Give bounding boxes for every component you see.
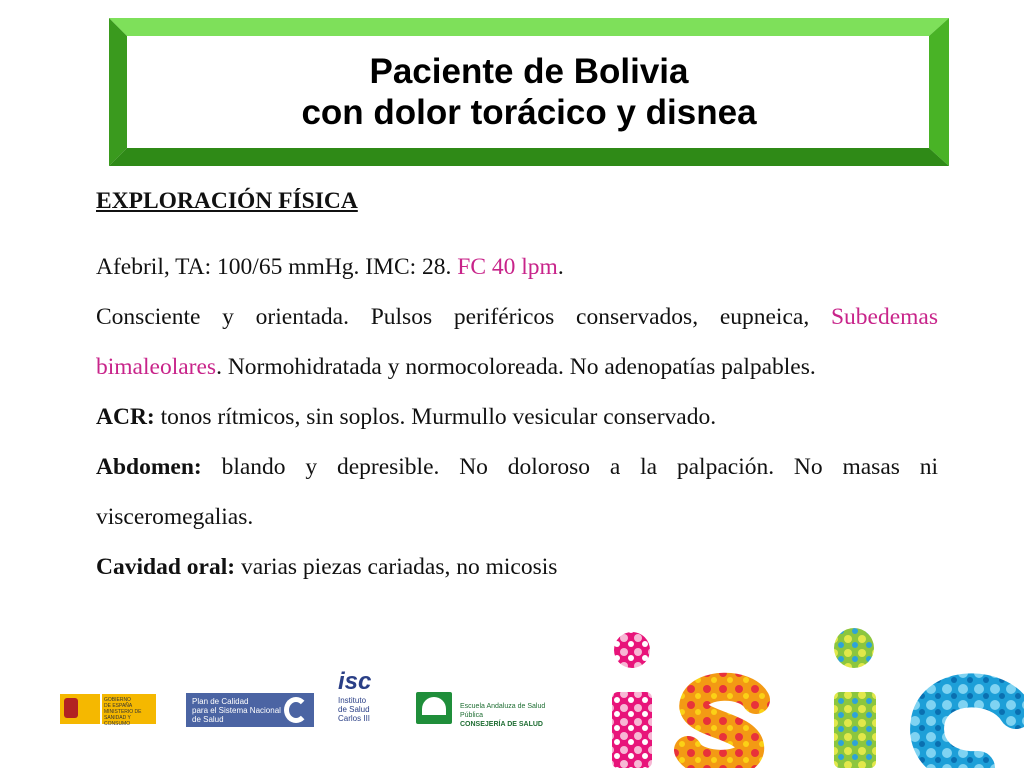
acr-line <box>96 392 938 442</box>
dot-i2 <box>834 628 874 668</box>
isciii-dots-artwork <box>606 620 1024 768</box>
stem-i1 <box>612 692 652 768</box>
coat-of-arms-icon <box>64 698 78 718</box>
plan-c-icon <box>284 697 308 723</box>
junta-andalucia-logo <box>416 690 562 728</box>
gobierno-espana-logo <box>60 692 158 726</box>
plan-line-2: para el Sistema Nacional <box>192 706 281 715</box>
oral-label: Cavidad oral: <box>96 554 236 580</box>
title-line-2: con dolor torácico y disnea <box>301 92 757 132</box>
instituto-salud-carlos-iii-logo <box>338 668 388 760</box>
abdomen-text: blando y depresible. No doloroso a la palpación. No masas ni visceromegalias. <box>96 454 938 530</box>
letter-s <box>688 687 756 764</box>
title-line-1: Paciente de Bolivia <box>369 51 689 91</box>
isc-line-1: Instituto <box>338 696 367 705</box>
edema-highlight: Subedemas bimaleolares <box>96 304 938 380</box>
abdomen-label: Abdomen: <box>96 454 202 480</box>
general-exam-text: Consciente y orientada. Pulsos periféricos conservados, eupneica, <box>96 304 831 330</box>
isc-line-3: Carlos III <box>338 714 371 723</box>
isc-mark-icon: isc <box>338 668 372 695</box>
acr-label: ACR: <box>96 404 155 430</box>
andalucia-logo-text <box>460 702 562 729</box>
oral-line <box>96 542 938 592</box>
letter-c <box>927 690 1016 768</box>
title-banner <box>109 18 949 166</box>
abdomen-paragraph <box>96 442 938 542</box>
gobierno-text-3: MINISTERIO DE SANIDAD Y CONSUMO <box>104 709 142 727</box>
exploration-section <box>96 180 938 592</box>
dot-i1 <box>614 632 650 668</box>
gobierno-logo-text <box>102 694 156 727</box>
plan-line-1: Plan de Calidad <box>192 697 249 706</box>
general-exam-end: . Normohidratada y normocoloreada. No adenopatías palpables. <box>216 354 816 380</box>
oral-text: varias piezas cariadas, no micosis <box>235 554 558 580</box>
plan-calidad-logo <box>186 693 314 727</box>
heart-rate-highlight: FC 40 lpm <box>457 254 558 280</box>
junta-seal-icon <box>416 692 452 724</box>
gobierno-text-2: DE ESPAÑA <box>104 703 133 709</box>
vitals-text: Afebril, TA: 100/65 mmHg. IMC: 28. <box>96 254 458 280</box>
andalucia-line-2: CONSEJERÍA DE SALUD <box>460 721 543 728</box>
acr-text: tonos rítmicos, sin soplos. Murmullo vesicular conservado. <box>154 404 717 430</box>
andalucia-line-1: Escuela Andaluza de Salud Pública <box>460 703 546 719</box>
general-exam-paragraph <box>96 292 938 392</box>
plan-line-3: de Salud <box>192 715 224 724</box>
vitals-end: . <box>557 254 564 280</box>
isc-line-2: de Salud <box>338 705 370 714</box>
vitals-line <box>96 242 938 292</box>
section-heading: EXPLORACIÓN FÍSICA <box>96 188 358 214</box>
isc-logo-text <box>338 696 388 723</box>
page-title <box>133 35 925 148</box>
stem-i2 <box>834 692 876 768</box>
gobierno-text-1: GOBIERNO <box>104 697 131 703</box>
